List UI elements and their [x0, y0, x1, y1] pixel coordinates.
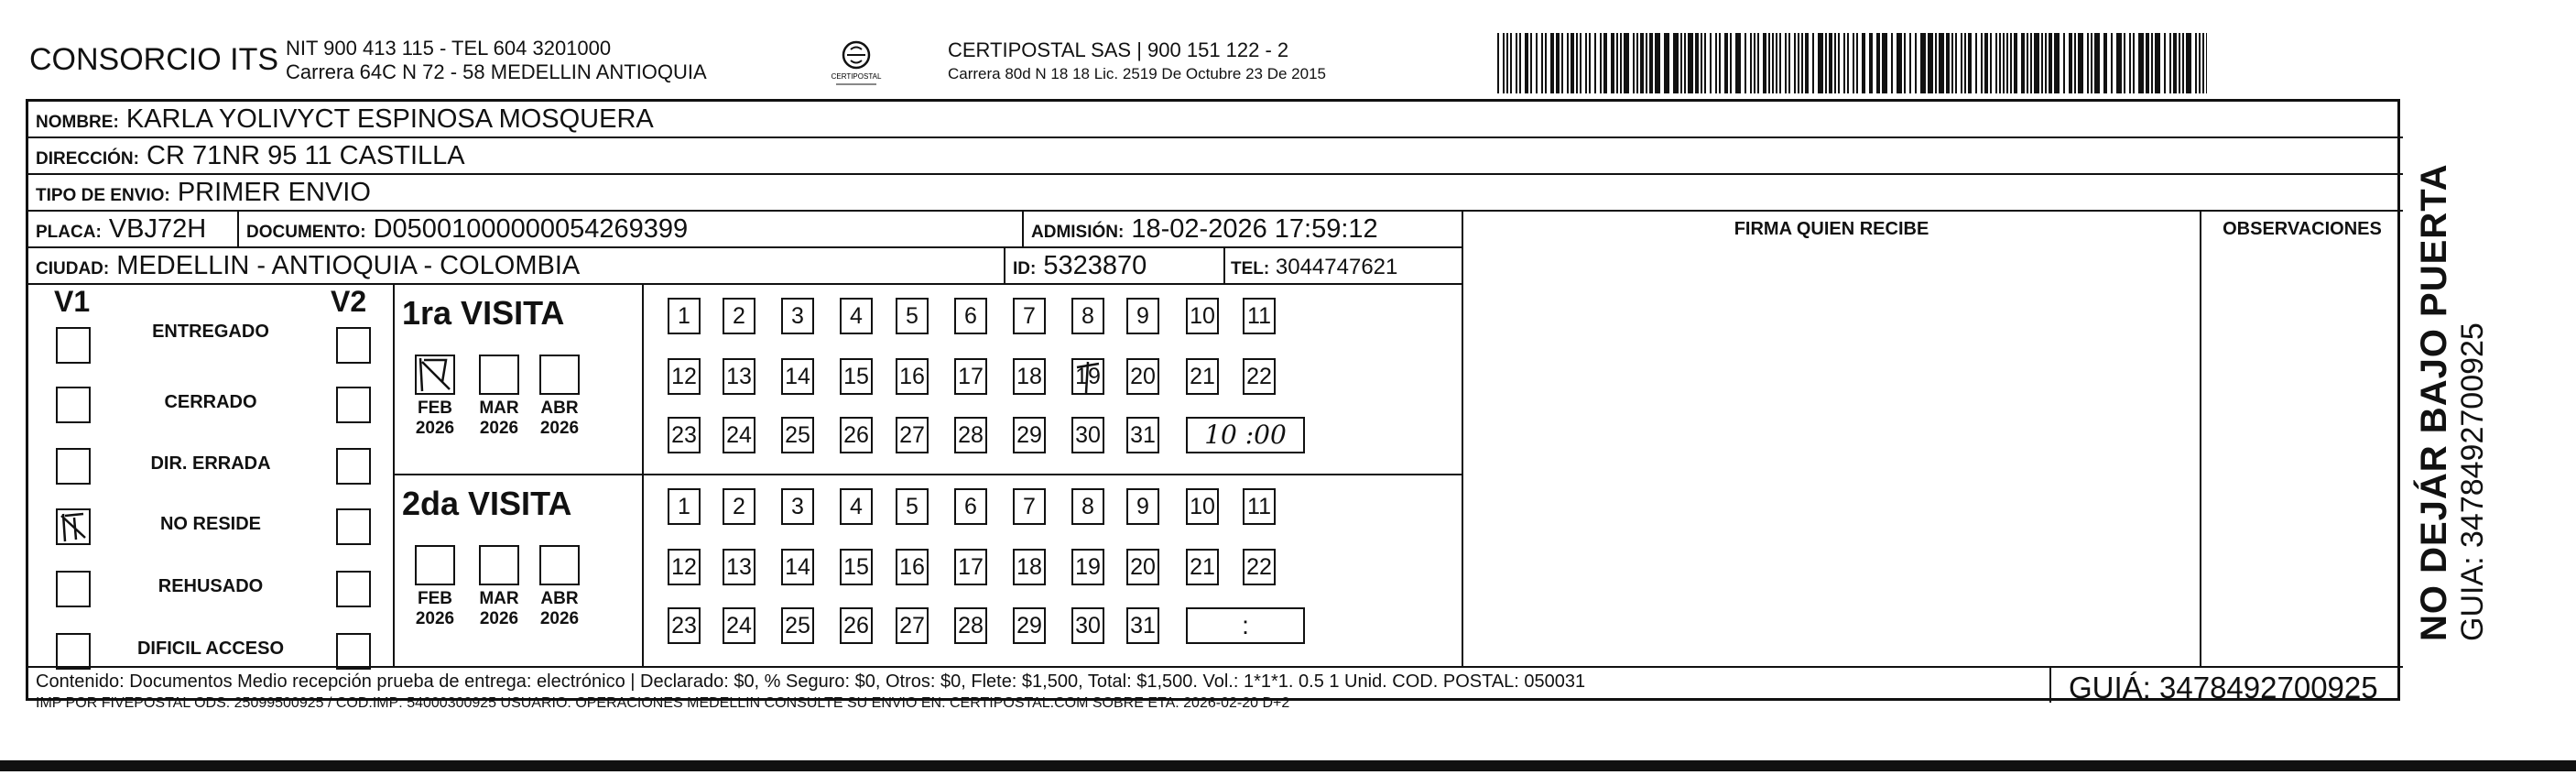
v2-checkbox[interactable] — [336, 633, 371, 670]
day-box[interactable]: 6 — [954, 298, 987, 334]
month-name: FEB — [418, 589, 452, 608]
reason-label: ENTREGADO — [152, 322, 269, 342]
day-box[interactable]: 11 — [1243, 298, 1276, 334]
v1-checkbox[interactable] — [56, 448, 91, 485]
firma-title: FIRMA QUIEN RECIBE — [1734, 219, 1929, 239]
placa-label: PLACA: — [36, 223, 102, 242]
day-box[interactable]: 27 — [896, 607, 929, 644]
nit-line: NIT 900 413 115 - TEL 604 3201000 — [286, 37, 612, 60]
month-checkbox[interactable] — [479, 355, 519, 395]
carrier-address: Carrera 80d N 18 18 Lic. 2519 De Octubre 23 De 2015 — [948, 65, 1326, 82]
signature-area[interactable] — [1463, 248, 2198, 664]
day-box[interactable]: 8 — [1071, 488, 1104, 525]
day-box[interactable]: 22 — [1243, 549, 1276, 585]
handwritten-strike-icon — [1071, 358, 1104, 395]
documento-field — [246, 215, 688, 246]
day-box[interactable]: 4 — [840, 488, 873, 525]
visit-title: 2da VISITA — [402, 485, 572, 522]
month-year: 2026 — [539, 419, 580, 438]
day-box[interactable]: 23 — [668, 417, 701, 453]
day-box[interactable]: 9 — [1126, 298, 1159, 334]
v1-checkbox[interactable] — [56, 508, 91, 545]
day-box[interactable]: 15 — [840, 549, 873, 585]
day-box[interactable]: 30 — [1071, 607, 1104, 644]
v2-checkbox[interactable] — [336, 387, 371, 423]
documento-label: DOCUMENTO: — [246, 223, 366, 242]
day-box[interactable]: 1 — [668, 488, 701, 525]
logo-text: CERTIPOSTAL — [831, 72, 882, 81]
month-name: MAR — [479, 398, 519, 418]
day-box[interactable]: 15 — [840, 358, 873, 395]
month-year: 2026 — [479, 419, 519, 438]
direccion-field — [36, 142, 465, 173]
day-box[interactable]: 5 — [896, 298, 929, 334]
month-checkbox[interactable] — [415, 545, 455, 585]
day-box[interactable]: 21 — [1186, 358, 1219, 395]
side-guia: GUIA: 3478492700925 — [2455, 322, 2490, 641]
admision-field — [1031, 215, 1378, 246]
ciudad-label: CIUDAD: — [36, 259, 110, 278]
direccion-value: CR 71NR 95 11 CASTILLA — [147, 141, 465, 170]
delivery-form — [26, 99, 2400, 711]
day-box[interactable]: 11 — [1243, 488, 1276, 525]
day-box[interactable]: 16 — [896, 549, 929, 585]
ciudad-value: MEDELLIN - ANTIOQUIA - COLOMBIA — [116, 251, 581, 280]
day-box[interactable]: 29 — [1013, 607, 1046, 644]
day-box[interactable]: 7 — [1013, 298, 1046, 334]
day-box[interactable]: 20 — [1126, 358, 1159, 395]
month-label — [472, 398, 527, 439]
carrier-info — [948, 38, 1326, 86]
day-box[interactable]: 7 — [1013, 488, 1046, 525]
placa-value: VBJ72H — [108, 214, 207, 244]
month-checkbox[interactable] — [539, 545, 580, 585]
tel-value: 3044747621 — [1275, 255, 1398, 279]
day-box[interactable]: 8 — [1071, 298, 1104, 334]
day-box[interactable]: 30 — [1071, 417, 1104, 453]
month-name: ABR — [540, 589, 579, 608]
month-label — [408, 398, 462, 439]
tipo-value: PRIMER ENVIO — [177, 178, 371, 207]
barcode — [1497, 33, 2207, 93]
month-checkbox[interactable] — [479, 545, 519, 585]
day-box[interactable]: 5 — [896, 488, 929, 525]
day-box[interactable]: 23 — [668, 607, 701, 644]
month-year: 2026 — [539, 609, 580, 628]
day-box[interactable]: 27 — [896, 417, 929, 453]
footer-content: Contenido: Documentos Medio recepción prueba de entrega: electrónico | Declarado: $0, % Seguro: $0, Otros: $0, Flete: $1,500, Total: $1,500. Vol.: 1*1*1. 0.5 1 Unid. COD. POSTAL: 050031 — [36, 671, 1586, 692]
day-box[interactable]: 3 — [781, 298, 814, 334]
side-warning — [2414, 92, 2491, 641]
footer-print-info: IMP POR FIVEPOSTAL ODS: 25099500925 / COD.IMP: 54000300925 USUARIO: OPERACIONES MEDELLIN CONSULTE SU ENVIO EN: CERTIPOSTAL.COM SOBRE ETA: 2026-02-20 D+2 — [36, 695, 1290, 711]
day-box[interactable]: 24 — [723, 607, 755, 644]
time-box[interactable]: : — [1186, 607, 1305, 644]
day-box[interactable]: 10 — [1186, 488, 1219, 525]
visit-title: 1ra VISITA — [402, 294, 565, 332]
admision-value: 18-02-2026 17:59:12 — [1131, 214, 1378, 244]
day-box[interactable]: 22 — [1243, 358, 1276, 395]
nombre-field — [36, 105, 654, 136]
day-box[interactable]: 14 — [781, 549, 814, 585]
nombre-label: NOMBRE: — [36, 113, 119, 132]
time-box[interactable]: 10 :00 — [1186, 417, 1305, 453]
day-box[interactable]: 17 — [954, 358, 987, 395]
documento-value: D05001000000054269399 — [373, 214, 689, 244]
month-label — [532, 398, 587, 439]
v1-checkbox[interactable] — [56, 387, 91, 423]
day-box[interactable]: 28 — [954, 417, 987, 453]
v2-checkbox[interactable] — [336, 448, 371, 485]
month-label — [408, 589, 462, 629]
day-box[interactable]: 25 — [781, 607, 814, 644]
day-box[interactable]: 16 — [896, 358, 929, 395]
v2-checkbox[interactable] — [336, 327, 371, 364]
month-label — [472, 589, 527, 629]
handwritten-check-icon — [56, 508, 91, 545]
day-box[interactable]: 25 — [781, 417, 814, 453]
v1-title: V1 — [54, 285, 91, 318]
month-checkbox[interactable] — [539, 355, 580, 395]
v1-checkbox[interactable] — [56, 571, 91, 607]
month-year: 2026 — [415, 419, 455, 438]
day-box[interactable]: 17 — [954, 549, 987, 585]
day-box[interactable]: 28 — [954, 607, 987, 644]
day-box[interactable]: 10 — [1186, 298, 1219, 334]
day-box[interactable]: 19 — [1071, 358, 1104, 395]
day-box[interactable]: 13 — [723, 358, 755, 395]
month-name: FEB — [418, 398, 452, 418]
day-box[interactable]: 19 — [1071, 549, 1104, 585]
day-box[interactable]: 31 — [1126, 417, 1159, 453]
admision-label: ADMISIÓN: — [1031, 223, 1125, 242]
company-info — [286, 37, 707, 84]
month-name: MAR — [479, 589, 519, 608]
day-box[interactable]: 29 — [1013, 417, 1046, 453]
day-box[interactable]: 18 — [1013, 549, 1046, 585]
day-box[interactable]: 6 — [954, 488, 987, 525]
observations-area[interactable] — [2201, 248, 2401, 664]
v1-checkbox[interactable] — [56, 327, 91, 364]
id-value: 5323870 — [1043, 251, 1147, 280]
reason-label: DIFICIL ACCESO — [136, 639, 284, 659]
day-box[interactable]: 3 — [781, 488, 814, 525]
tipo-label: TIPO DE ENVIO: — [36, 186, 170, 205]
ciudad-field — [36, 252, 580, 283]
guia-number: GUIÁ: 3478492700925 — [2069, 671, 2378, 704]
day-box[interactable]: 4 — [840, 298, 873, 334]
day-box[interactable]: 13 — [723, 549, 755, 585]
month-label — [532, 589, 587, 629]
reason-label: CERRADO — [164, 392, 257, 412]
company-address: Carrera 64C N 72 - 58 MEDELLIN ANTIOQUIA — [286, 60, 707, 83]
day-box[interactable]: 9 — [1126, 488, 1159, 525]
day-box[interactable]: 26 — [840, 417, 873, 453]
tipo-field — [36, 179, 371, 210]
reason-label: REHUSADO — [158, 576, 264, 596]
day-box[interactable]: 2 — [723, 298, 755, 334]
day-box[interactable]: 20 — [1126, 549, 1159, 585]
month-checkbox[interactable] — [415, 355, 455, 395]
v2-checkbox[interactable] — [336, 508, 371, 545]
company-name: CONSORCIO ITS — [29, 42, 279, 77]
id-field — [1013, 252, 1147, 283]
day-box[interactable]: 21 — [1186, 549, 1219, 585]
month-year: 2026 — [415, 609, 455, 628]
day-box[interactable]: 18 — [1013, 358, 1046, 395]
month-year: 2026 — [479, 609, 519, 628]
reason-label: DIR. ERRADA — [150, 453, 271, 474]
reason-label: NO RESIDE — [159, 514, 262, 534]
nombre-value: KARLA YOLIVYCT ESPINOSA MOSQUERA — [125, 104, 654, 134]
handwritten-check-icon — [415, 355, 455, 395]
v1-checkbox[interactable] — [56, 633, 91, 670]
tel-label: TEL: — [1231, 259, 1270, 278]
carrier-line: CERTIPOSTAL SAS | 900 151 122 - 2 — [948, 38, 1289, 61]
tel-field — [1231, 254, 1397, 283]
day-box[interactable]: 31 — [1126, 607, 1159, 644]
v2-checkbox[interactable] — [336, 571, 371, 607]
id-label: ID: — [1013, 259, 1037, 278]
direccion-label: DIRECCIÓN: — [36, 149, 139, 169]
day-box[interactable]: 26 — [840, 607, 873, 644]
day-box[interactable]: 12 — [668, 549, 701, 585]
certipostal-logo — [829, 35, 884, 90]
day-box[interactable]: 14 — [781, 358, 814, 395]
day-box[interactable]: 12 — [668, 358, 701, 395]
day-box[interactable]: 2 — [723, 488, 755, 525]
placa-field — [36, 215, 206, 246]
month-name: ABR — [540, 398, 579, 418]
bottom-rule — [0, 760, 2576, 771]
day-box[interactable]: 1 — [668, 298, 701, 334]
day-box[interactable]: 24 — [723, 417, 755, 453]
v2-title: V2 — [331, 285, 367, 318]
no-dejar-text: NO DEJÁR BAJO PUERTA — [2414, 163, 2454, 641]
observaciones-title: OBSERVACIONES — [2223, 219, 2382, 239]
